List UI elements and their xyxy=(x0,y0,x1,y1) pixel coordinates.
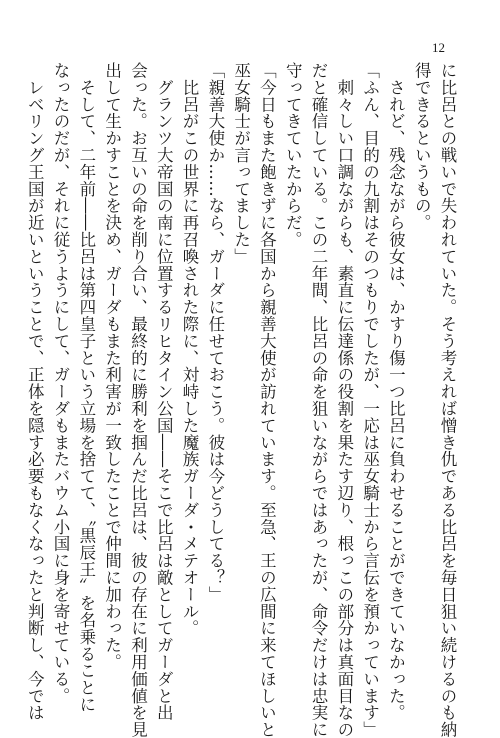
text-line: グランツ大帝国の南に位置するリヒタイン公国――そこで比呂は敵としてガーダと出 xyxy=(154,62,174,722)
text-line: 巫女騎士が言ってました」 xyxy=(231,62,251,265)
text-line: されど、残念ながら彼女は、かすり傷一つ比呂に負わせることができていなかった。 xyxy=(386,62,406,722)
text-line: 「ふん、目的の九割はそのつもりでしたが、一応は巫女騎士から言伝を預かっています」 xyxy=(360,62,380,738)
text-line: 得できるというもの。 xyxy=(412,62,432,231)
body-text xyxy=(25,62,460,738)
text-line: 比呂がこの世界に再召喚された際に、対峙した魔族ガーダ・メテオール。 xyxy=(180,62,200,637)
text-line: 刺々しい口調ながらも、素直に伝達係の役割を果たす辺り、根っこの部分は真面目なの xyxy=(334,62,354,738)
text-line: 出して生かすことを決め、ガーダもまた利害が一致したことで仲間に加わった。 xyxy=(102,62,122,671)
page-number: 12 xyxy=(432,40,445,55)
text-line: に比呂との戦いで失われていた。そう考えれば憎き仇である比呂を毎日狙い続けるのも納 xyxy=(438,62,457,738)
text-line: 会った。お互いの命を削り合い、最終的に勝利を掴んだ比呂は、彼の存在に利用価値を見 xyxy=(128,62,148,738)
text-line: なったのだが、それに従うようにして、ガーダもまたバウム小国に身を寄せている。 xyxy=(51,62,71,705)
text-line: 「今日もまた飽きずに各国から親善大使が訪れています。至急、王の広間に来てほしいと xyxy=(257,62,277,738)
text-line: そして、二年前――比呂は第四皇子という立場を捨てて、〝黒辰王〟を名乗ることに xyxy=(76,62,96,713)
text-line: 守ってきていたからだ。 xyxy=(283,62,303,248)
text-line: 「親善大使か……なら、ガーダに任せておこう。彼は今どうしてる？」 xyxy=(205,62,225,603)
text-line: レベリング王国が近いということで、正体を隠す必要もなくなったと判断し、今では xyxy=(25,62,45,722)
text-line: だと確信している。この二年間、比呂の命を狙いながらではあったが、命令だけは忠実に xyxy=(309,62,329,738)
